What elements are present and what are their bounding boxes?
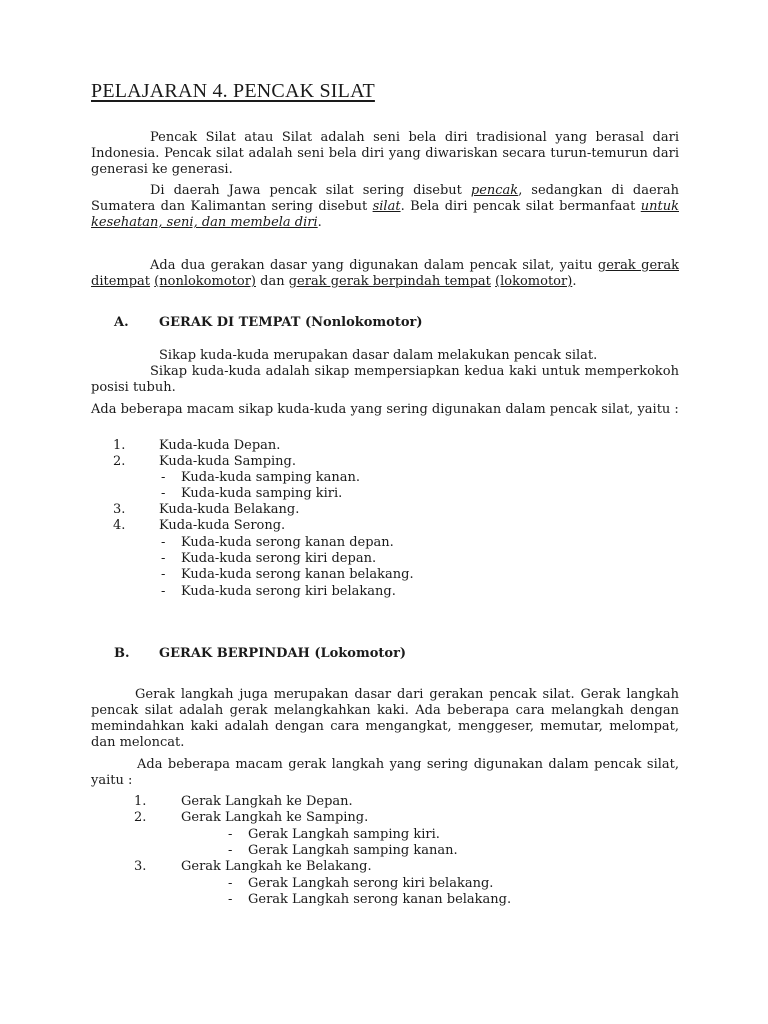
list-number: 3.	[113, 502, 126, 517]
section-title: GERAK BERPINDAH (Lokomotor)	[159, 646, 407, 661]
list-text: Kuda-kuda Belakang.	[159, 502, 300, 517]
list-text: Gerak Langkah samping kiri.	[248, 827, 440, 842]
list-text: Gerak Langkah serong kiri belakang.	[248, 876, 494, 891]
page-title: PELAJARAN 4. PENCAK SILAT	[91, 80, 375, 102]
list-number: 1.	[134, 794, 147, 809]
list-text: Gerak Langkah ke Depan.	[181, 794, 353, 809]
list-text: Kuda-kuda serong kanan belakang.	[181, 567, 414, 582]
section-b-paragraph-2: Ada beberapa macam gerak langkah yang sering digunakan dalam pencak silat, yaitu :	[91, 757, 679, 788]
text-run: Ada dua gerakan dasar yang digunakan dalam pencak silat, yaitu	[150, 258, 598, 273]
list-text: Kuda-kuda Samping.	[159, 454, 297, 469]
section-a-paragraph-1: Sikap kuda-kuda merupakan dasar dalam melakukan pencak silat.	[159, 348, 598, 363]
list-text: Kuda-kuda samping kanan.	[181, 470, 361, 485]
list-dash: -	[228, 892, 233, 907]
list-number: 4.	[113, 518, 126, 533]
list-text: Kuda-kuda serong kiri depan.	[181, 551, 377, 566]
section-a-paragraph-3: Ada beberapa macam sikap kuda-kuda yang sering digunakan dalam pencak silat, yaitu :	[91, 402, 679, 417]
underlined-term: gerak gerak berpindah tempat	[288, 274, 491, 289]
list-number: 3.	[134, 859, 147, 874]
section-letter: A.	[114, 315, 129, 330]
list-dash: -	[161, 470, 166, 485]
list-text: Gerak Langkah ke Samping.	[181, 810, 369, 825]
list-text: Gerak Langkah samping kanan.	[248, 843, 458, 858]
section-b-paragraph-1: Gerak langkah juga merupakan dasar dari gerakan pencak silat. Gerak langkah pencak silat adalah gerak melangkahkan kaki. Ada beberapa cara melangkah dengan memindahkan kaki adalah dengan cara mengangkat, menggeser, memutar, melompat, dan meloncat.	[91, 687, 679, 750]
list-dash: -	[161, 551, 166, 566]
text-run: .	[572, 274, 577, 289]
list-dash: -	[228, 876, 233, 891]
list-dash: -	[228, 843, 233, 858]
emphasized-term: silat	[372, 199, 401, 214]
underlined-term: gerak gerak ditempat	[91, 258, 679, 289]
emphasized-term: pencak	[470, 183, 519, 198]
list-dash: -	[161, 535, 166, 550]
list-number: 1.	[113, 438, 126, 453]
list-text: Gerak Langkah serong kanan belakang.	[248, 892, 512, 907]
text-run: .	[317, 215, 322, 230]
list-text: Kuda-kuda Depan.	[159, 438, 281, 453]
text-run: , sedangkan di daerah Sumatera dan Kalimantan sering disebut	[91, 183, 679, 214]
section-title: GERAK DI TEMPAT (Nonlokomotor)	[159, 315, 423, 330]
text-run: dan	[256, 274, 289, 289]
list-text: Kuda-kuda Serong.	[159, 518, 286, 533]
intro-paragraph-1: Pencak Silat atau Silat adalah seni bela diri tradisional yang berasal dari Indonesia. Pencak silat adalah seni bela diri yang diwariskan secara turun-temurun dari generasi ke generasi.	[91, 130, 679, 177]
section-letter: B.	[114, 646, 130, 661]
underlined-term: (nonlokomotor)	[154, 274, 256, 289]
intro-paragraph-2	[91, 183, 679, 231]
list-text: Kuda-kuda serong kiri belakang.	[181, 584, 396, 599]
text-run: . Bela diri pencak silat bermanfaat	[400, 199, 641, 214]
list-text: Kuda-kuda serong kanan depan.	[181, 535, 394, 550]
intro-paragraph-3	[91, 258, 679, 290]
list-dash: -	[228, 827, 233, 842]
text-run: Di daerah Jawa pencak silat sering disebut	[150, 183, 471, 198]
list-dash: -	[161, 567, 166, 582]
underlined-term: (lokomotor)	[495, 274, 573, 289]
list-text: Kuda-kuda samping kiri.	[181, 486, 343, 501]
list-number: 2.	[113, 454, 126, 469]
list-text: Gerak Langkah ke Belakang.	[181, 859, 372, 874]
list-number: 2.	[134, 810, 147, 825]
section-a-paragraph-2: Sikap kuda-kuda adalah sikap mempersiapkan kedua kaki untuk memperkokoh posisi tubuh.	[91, 364, 679, 395]
list-dash: -	[161, 584, 166, 599]
emphasized-term: untuk kesehatan, seni, dan membela diri	[91, 199, 679, 230]
list-dash: -	[161, 486, 166, 501]
